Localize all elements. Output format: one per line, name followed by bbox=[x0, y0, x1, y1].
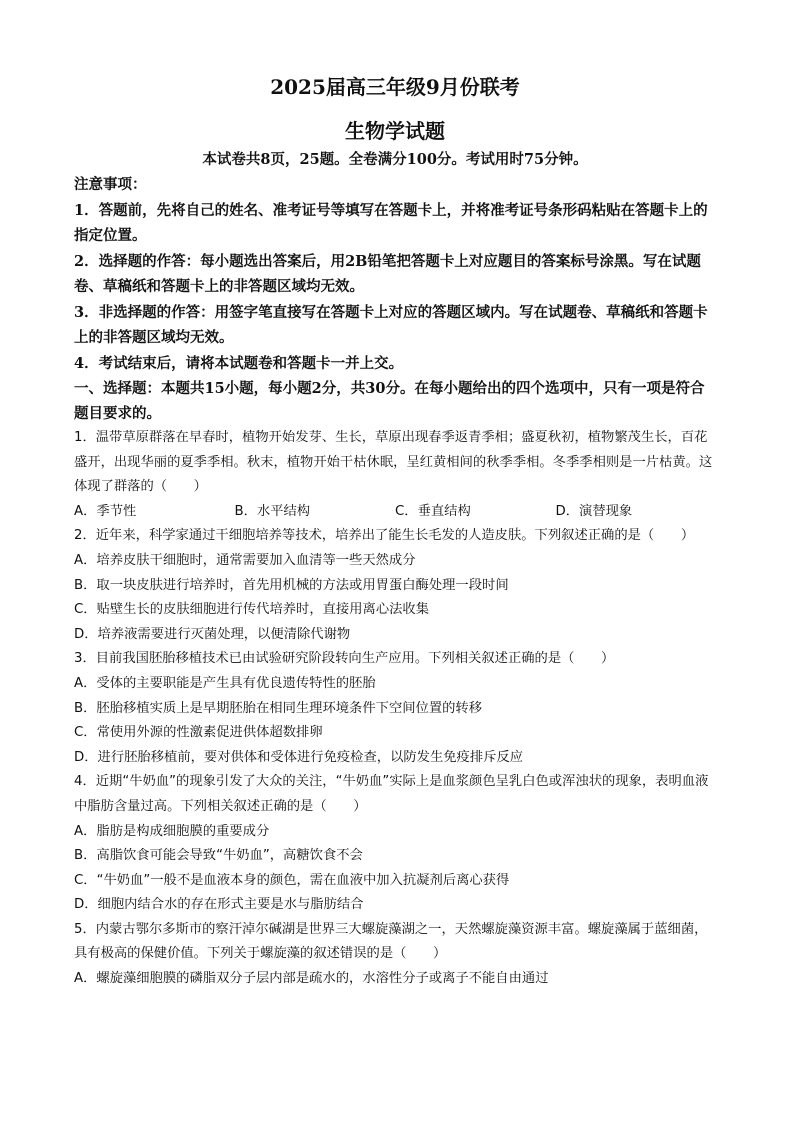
question-1-stem: 1．温带草原群落在早春时，植物开始发芽、生长，草原出现春季返青季相；盛夏秋初，植物繁茂生长，百花盛开，出现华丽的夏季季相。秋末，植物开始干枯休眠，呈红黄相间的秋季季相。冬季季相则是一片枯黄。这体现了群落的（ ） bbox=[74, 430, 713, 495]
question-1-option-a: A．季节性 bbox=[74, 503, 137, 519]
exam-summary: 本试卷共8页，25题。全卷满分100分。考试用时75分钟。 bbox=[202, 151, 588, 168]
question-2-option-c: C．贴壁生长的皮肤细胞进行传代培养时，直接用离心法收集 bbox=[74, 602, 430, 618]
question-1-option-d: D．演替现象 bbox=[555, 503, 633, 519]
question-2-option-d: D．培养液需要进行灭菌处理，以便清除代谢物 bbox=[74, 626, 351, 642]
question-3-option-c: C．常使用外源的性激素促进供体超数排卵 bbox=[74, 725, 323, 741]
notice-item-2: 2．选择题的作答：每小题选出答案后，用2B铅笔把答题卡上对应题目的答案标号涂黑。写在试题卷、草稿纸和答题卡上的非答题区域均无效。 bbox=[74, 252, 701, 295]
question-3-option-d: D．进行胚胎移植前，要对供体和受体进行免疫检查，以防发生免疫排斥反应 bbox=[74, 749, 524, 765]
question-5-stem: 5．内蒙古鄂尔多斯市的察汗淖尔碱湖是世界三大螺旋藻湖之一，天然螺旋藻资源丰富。螺旋藻属于蓝细菌，具有极高的保健价值。下列关于螺旋藻的叙述错误的是（ ） bbox=[74, 921, 708, 962]
notice-item-4: 4．考试结束后，请将本试题卷和答题卡一并上交。 bbox=[74, 354, 404, 372]
notice-item-1: 1．答题前，先将自己的姓名、准考证号等填写在答题卡上，并将准考证号条形码粘贴在答题卡上的指定位置。 bbox=[74, 201, 708, 244]
question-2-option-b: B．取一块皮肤进行培养时，首先用机械的方法或用胃蛋白酶处理一段时间 bbox=[74, 577, 509, 593]
question-4-option-d: D．细胞内结合水的存在形式主要是水与脂肪结合 bbox=[74, 897, 364, 913]
question-3-option-a: A．受体的主要职能是产生具有优良遗传特性的胚胎 bbox=[74, 675, 376, 691]
question-4-option-a: A．脂肪是构成细胞膜的重要成分 bbox=[74, 823, 270, 839]
notice-heading: 注意事项： bbox=[74, 176, 147, 193]
question-5-option-a: A．螺旋藻细胞膜的磷脂双分子层内部是疏水的，水溶性分子或离子不能自由通过 bbox=[74, 971, 549, 987]
question-3-option-b: B．胚胎移植实质上是早期胚胎在相同生理环境条件下空间位置的转移 bbox=[74, 700, 483, 716]
question-1-option-c: C．垂直结构 bbox=[395, 503, 471, 519]
subject-title: 生物学试题 bbox=[345, 119, 445, 143]
question-4-option-c: C．“牛奶血”一般不是血液本身的颜色，需在血液中加入抗凝剂后离心获得 bbox=[74, 872, 510, 888]
section-heading: 一、选择题：本题共15小题，每小题2分，共30分。在每小题给出的四个选项中，只有一项是符合题目要求的。 bbox=[74, 380, 705, 422]
question-1-option-b: B．水平结构 bbox=[234, 503, 311, 519]
question-1-options bbox=[74, 500, 716, 525]
question-3-stem: 3．目前我国胚胎移植技术已由试验研究阶段转向生产应用。下列相关叙述正确的是（ ） bbox=[74, 651, 615, 667]
question-2-stem: 2．近年来，科学家通过干细胞培养等技术，培养出了能生长毛发的人造皮肤。下列叙述正确的是（ ） bbox=[74, 528, 695, 544]
notice-item-3: 3．非选择题的作答：用签字笔直接写在答题卡上对应的答题区域内。写在试题卷、草稿纸和答题卡上的非答题区域均无效。 bbox=[74, 303, 708, 346]
question-4-stem: 4．近期“牛奶血”的现象引发了大众的关注，“牛奶血”实际上是血浆颜色呈乳白色或浑浊状的现象，表明血液中脂肪含量过高。下列相关叙述正确的是（ ） bbox=[74, 774, 709, 814]
question-2-option-a: A．培养皮肤干细胞时，通常需要加入血清等一些天然成分 bbox=[74, 552, 416, 568]
exam-title: 2025届高三年级9月份联考 bbox=[270, 75, 520, 99]
question-4-option-b: B．高脂饮食可能会导致“牛奶血”，高糖饮食不会 bbox=[74, 848, 363, 864]
